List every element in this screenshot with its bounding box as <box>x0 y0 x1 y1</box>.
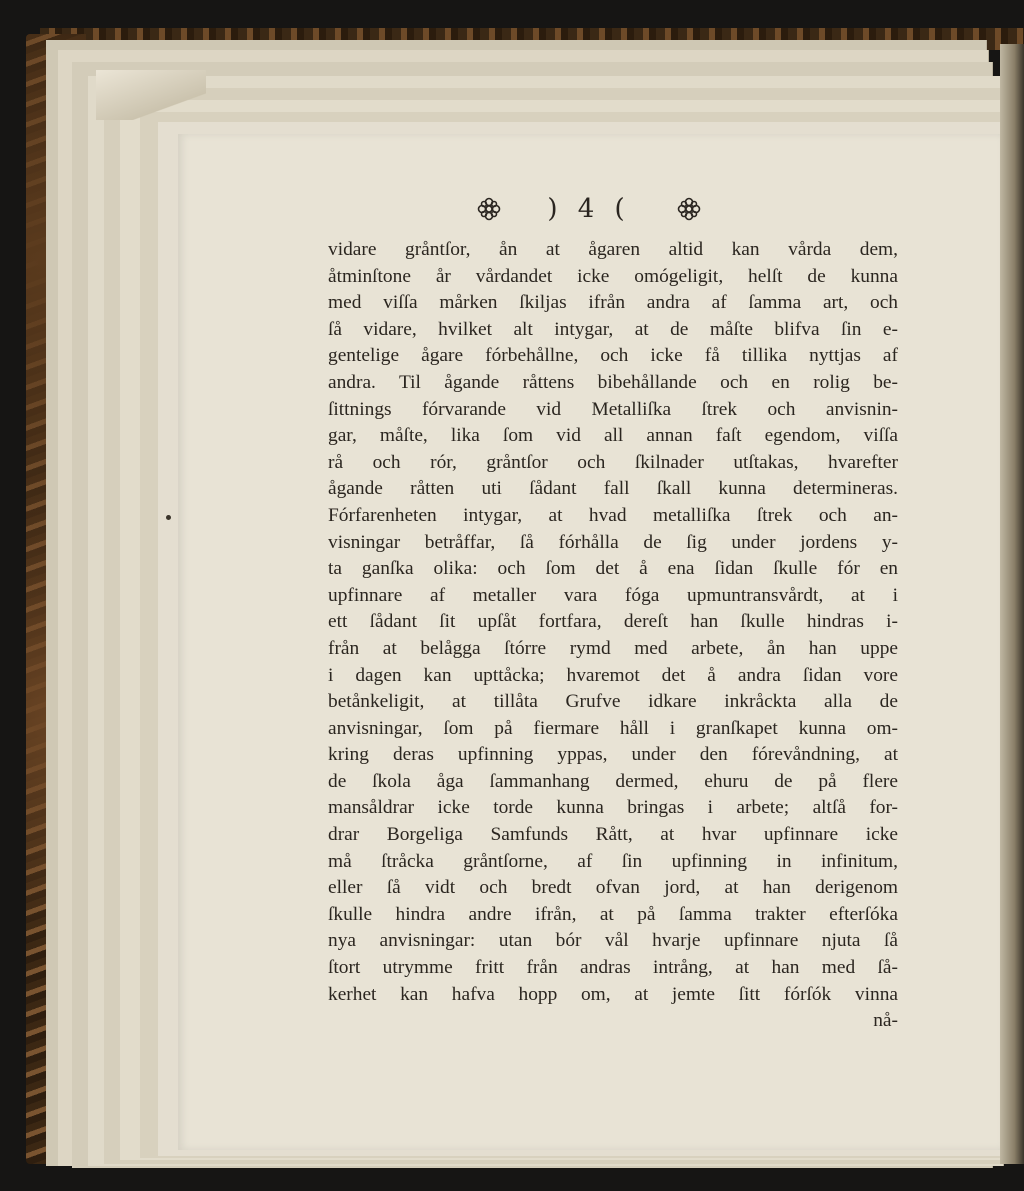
text-line: åtminſtone år vårdandet icke omógeligit, helſt de kunna <box>328 265 898 287</box>
text-line: ſtort utrymme fritt från andras intrång, at han med ſå- <box>328 957 898 979</box>
text-line: andra. Til ågande råttens bibehållande och en rolig be- <box>328 371 898 393</box>
text-line: vidare gråntſor, ån at ågaren altid kan vårda dem, <box>328 239 898 260</box>
text-line: Fórfarenheten intygar, at hvad metalliſka ſtrek och an- <box>328 504 898 526</box>
text-line: i dagen kan upttåcka; hvaremot det å andra ſidan vore <box>328 664 898 686</box>
page-header <box>178 194 1000 224</box>
text-line: ta ganſka olika: och ſom det å ena ſidan ſkulle fór en <box>328 558 898 580</box>
page-number: ) 4 ( <box>547 194 631 224</box>
text-line: eller ſå vidt och bredt ofvan jord, at han derigenom <box>328 877 898 899</box>
ink-speck <box>166 515 171 520</box>
text-line: visningar betråffar, ſå fórhålla de ſig under jordens y- <box>328 531 898 553</box>
text-line: kring deras upfinning yppas, under den fórevåndning, at <box>328 744 898 766</box>
text-line: de ſkola åga ſammanhang dermed, ehuru de på flere <box>328 770 898 792</box>
text-line: rå och rór, gråntſor och ſkilnader utſtakas, hvarefter <box>328 451 898 473</box>
flower-ornament-icon <box>676 196 702 222</box>
text-line: drar Borgeliga Samfunds Rått, at hvar upfinnare icke <box>328 824 898 846</box>
text-line: nya anvisningar: utan bór vål hvarje upfinnare njuta ſå <box>328 930 898 952</box>
text-line: kerhet kan hafva hopp om, at jemte ſitt fórſók vinna <box>328 983 898 1005</box>
text-line: med viſſa mårken ſkiljas ifrån andra af ſamma art, och <box>328 292 898 314</box>
text-line: upfinnare af metaller vara fóga upmuntransvårdt, at i <box>328 584 898 606</box>
text-line: betånkeligit, at tillåta Grufve idkare inkråckta alla de <box>328 691 898 713</box>
text-line: ſkulle hindra andre ifrån, at på ſamma trakter efterſóka <box>328 903 898 925</box>
body-text <box>328 237 898 1035</box>
facing-page-edge <box>1000 44 1024 1164</box>
flower-ornament-icon <box>476 196 502 222</box>
text-line: ett ſådant ſit upſåt fortfara, dereſt han ſkulle hindras i- <box>328 611 898 633</box>
text-line: från at belågga ſtórre rymd med arbete, ån han uppe <box>328 637 898 659</box>
catchword: nå- <box>873 1010 898 1032</box>
text-line: anvisningar, ſom på fiermare håll i granſkapet kunna om- <box>328 717 898 739</box>
text-line: mansåldrar icke torde kunna bringas i arbete; altſå for- <box>328 797 898 819</box>
book-page <box>178 134 1000 1150</box>
text-line: ſå vidare, hvilket alt intygar, at de måſte blifva ſin e- <box>328 318 898 340</box>
text-line: ſittnings fórvarande vid Metalliſka ſtrek och anvisnin- <box>328 398 898 420</box>
text-line: gar, måſte, lika ſom vid all annan faſt egendom, viſſa <box>328 425 898 447</box>
text-line: ågande råtten uti ſådant fall ſkall kunna determineras. <box>328 478 898 500</box>
text-line: må ſtråcka gråntſorne, af ſin upfinning in infinitum, <box>328 850 898 872</box>
text-line: gentelige ågare fórbehållne, och icke få tillika nyttjas af <box>328 345 898 367</box>
folded-corner <box>96 70 206 120</box>
